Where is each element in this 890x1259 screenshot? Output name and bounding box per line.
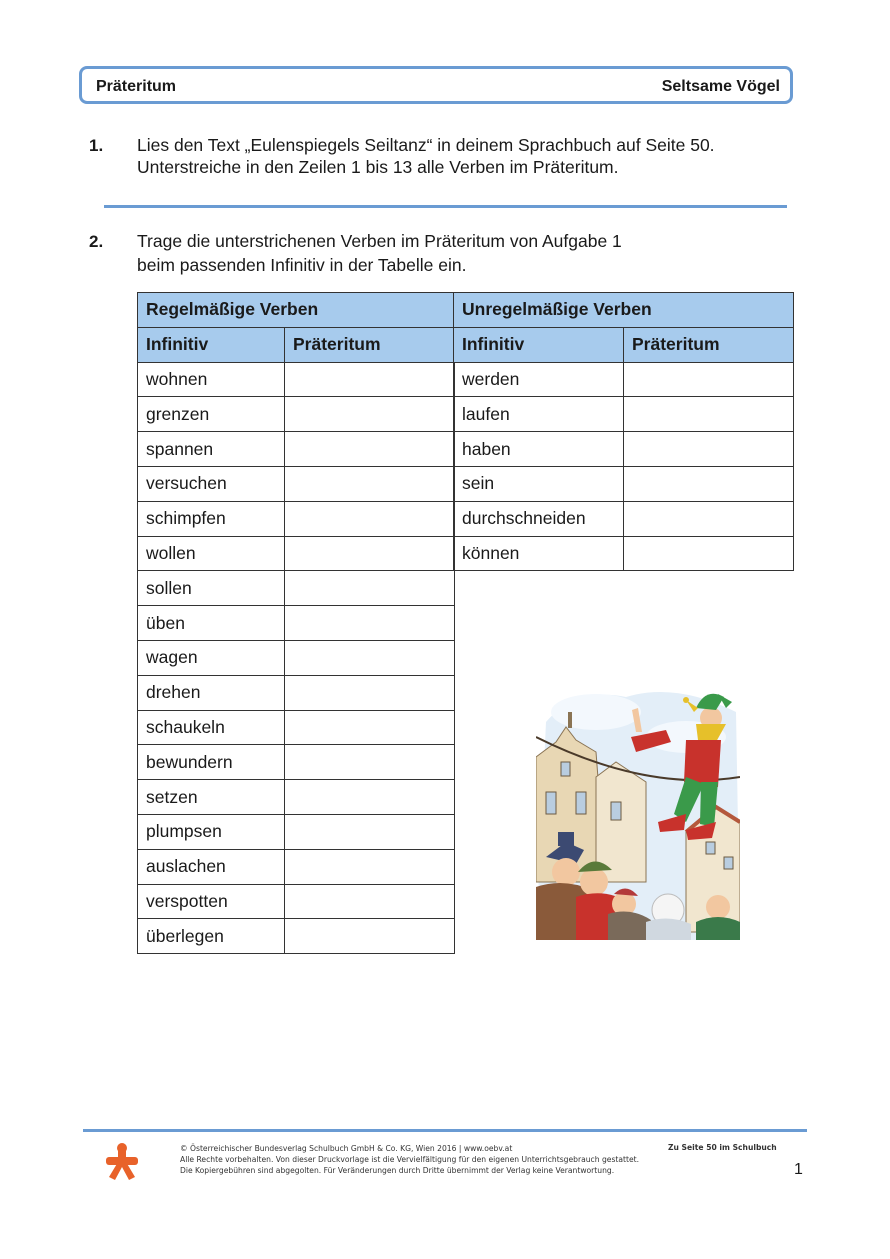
irregular-infinitive-header: Infinitiv [454, 327, 624, 362]
regular-infinitive-cell: üben [138, 606, 285, 641]
irregular-preterite-answer-cell[interactable] [624, 501, 794, 536]
regular-verb-row [138, 571, 455, 606]
irregular-preterite-answer-cell[interactable] [624, 536, 794, 571]
regular-verb-row [138, 780, 455, 815]
separator-line [104, 205, 787, 208]
regular-infinitive-cell: überlegen [138, 919, 285, 954]
regular-infinitive-cell: verspotten [138, 884, 285, 919]
task-2-line-2: beim passenden Infinitiv in der Tabelle ein. [137, 255, 467, 275]
regular-verb-row [138, 640, 455, 675]
regular-verb-row [138, 675, 455, 710]
regular-preterite-answer-cell[interactable] [285, 606, 455, 641]
regular-preterite-answer-cell[interactable] [285, 884, 455, 919]
regular-preterite-answer-cell[interactable] [285, 675, 455, 710]
unit-title: Seltsame Vögel [661, 78, 780, 95]
regular-verb-row [138, 606, 455, 641]
regular-verbs-heading: Regelmäßige Verben [138, 293, 455, 328]
regular-infinitive-cell: setzen [138, 780, 285, 815]
regular-preterite-answer-cell[interactable] [285, 710, 455, 745]
regular-preterite-answer-cell[interactable] [285, 536, 455, 571]
regular-preterite-header: Präteritum [285, 327, 455, 362]
task-2-number: 2. [89, 232, 104, 251]
task-1-number: 1. [89, 136, 104, 155]
regular-infinitive-header: Infinitiv [138, 327, 285, 362]
regular-verb-row [138, 710, 455, 745]
regular-verb-row [138, 919, 455, 954]
irregular-infinitive-cell: haben [454, 432, 624, 467]
footer-fees: Die Kopiergebühren sind abgegolten. Für Veränderungen durch Dritte übernimmt der Verlag keine Verantwortung. [180, 1166, 615, 1176]
regular-preterite-answer-cell[interactable] [285, 571, 455, 606]
regular-infinitive-cell: sollen [138, 571, 285, 606]
worksheet-title: Präteritum [96, 78, 177, 95]
regular-preterite-answer-cell[interactable] [285, 919, 455, 954]
regular-infinitive-cell: grenzen [138, 397, 285, 432]
regular-preterite-answer-cell[interactable] [285, 466, 455, 501]
irregular-preterite-answer-cell[interactable] [624, 432, 794, 467]
regular-infinitive-cell: schaukeln [138, 710, 285, 745]
regular-verb-row [138, 432, 455, 467]
task-1-line-1: Lies den Text „Eulenspiegels Seiltanz“ in deinem Sprachbuch auf Seite 50. [137, 135, 715, 155]
regular-preterite-answer-cell[interactable] [285, 501, 455, 536]
irregular-verb-row [454, 501, 794, 536]
regular-infinitive-cell: bewundern [138, 745, 285, 780]
irregular-verbs-heading: Unregelmäßige Verben [454, 293, 794, 328]
regular-preterite-answer-cell[interactable] [285, 432, 455, 467]
regular-infinitive-cell: plumpsen [138, 814, 285, 849]
regular-verb-row [138, 362, 455, 397]
regular-infinitive-cell: auslachen [138, 849, 285, 884]
regular-preterite-answer-cell[interactable] [285, 362, 455, 397]
footer-copyright: © Österreichischer Bundesverlag Schulbuch GmbH & Co. KG, Wien 2016 | www.oebv.at [180, 1144, 513, 1153]
regular-verb-row [138, 536, 455, 571]
irregular-preterite-answer-cell[interactable] [624, 362, 794, 397]
regular-preterite-answer-cell[interactable] [285, 640, 455, 675]
irregular-infinitive-cell: können [454, 536, 624, 571]
regular-verb-row [138, 466, 455, 501]
irregular-infinitive-cell: sein [454, 466, 624, 501]
regular-infinitive-cell: versuchen [138, 466, 285, 501]
page-number: 1 [794, 1161, 803, 1178]
eulenspiegel-illustration [536, 682, 740, 940]
footer-rights: Alle Rechte vorbehalten. Von dieser Druckvorlage ist die Vervielfältigung für den eigenen Unterrichtsgebrauch gestattet. [180, 1155, 640, 1165]
irregular-verb-row [454, 536, 794, 571]
regular-verb-row [138, 397, 455, 432]
regular-infinitive-cell: wagen [138, 640, 285, 675]
irregular-infinitive-cell: laufen [454, 397, 624, 432]
task-2-line-1: Trage die unterstrichenen Verben im Präteritum von Aufgabe 1 [137, 231, 622, 251]
irregular-verb-row [454, 466, 794, 501]
regular-infinitive-cell: wohnen [138, 362, 285, 397]
publisher-logo-icon [104, 1142, 140, 1180]
regular-verb-row [138, 849, 455, 884]
irregular-preterite-header: Präteritum [624, 327, 794, 362]
regular-infinitive-cell: drehen [138, 675, 285, 710]
regular-infinitive-cell: wollen [138, 536, 285, 571]
regular-preterite-answer-cell[interactable] [285, 814, 455, 849]
irregular-verb-row [454, 397, 794, 432]
regular-verb-row [138, 814, 455, 849]
irregular-verb-row [454, 362, 794, 397]
footer-legal-text [180, 1143, 639, 1177]
regular-preterite-answer-cell[interactable] [285, 397, 455, 432]
task-1-line-2: Unterstreiche in den Zeilen 1 bis 13 alle Verben im Präteritum. [137, 157, 619, 177]
regular-infinitive-cell: spannen [138, 432, 285, 467]
irregular-verbs-table [453, 292, 794, 571]
regular-verb-row [138, 745, 455, 780]
regular-preterite-answer-cell[interactable] [285, 780, 455, 815]
regular-infinitive-cell: schimpfen [138, 501, 285, 536]
header-box [79, 66, 793, 104]
irregular-infinitive-cell: werden [454, 362, 624, 397]
irregular-infinitive-cell: durchschneiden [454, 501, 624, 536]
regular-verbs-table [137, 292, 455, 954]
textbook-reference: Zu Seite 50 im Schulbuch [668, 1143, 777, 1152]
irregular-verb-row [454, 432, 794, 467]
regular-preterite-answer-cell[interactable] [285, 745, 455, 780]
irregular-preterite-answer-cell[interactable] [624, 397, 794, 432]
regular-preterite-answer-cell[interactable] [285, 849, 455, 884]
regular-verb-row [138, 884, 455, 919]
regular-verb-row [138, 501, 455, 536]
footer-line [83, 1129, 807, 1132]
irregular-preterite-answer-cell[interactable] [624, 466, 794, 501]
